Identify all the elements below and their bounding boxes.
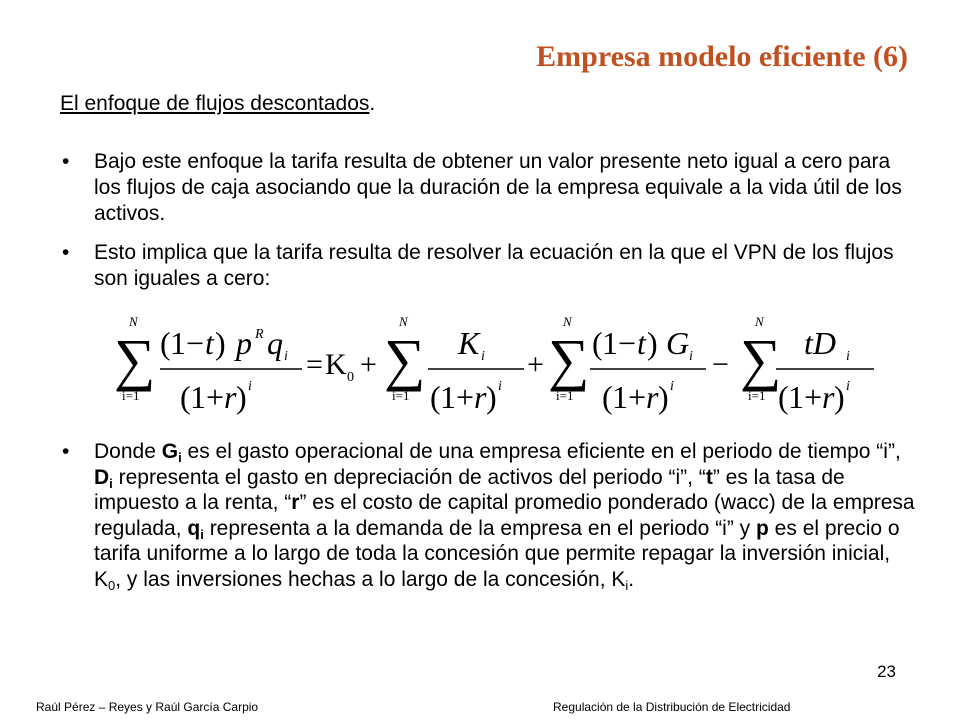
svg-text:−: −	[618, 325, 637, 361]
svg-text:(: (	[180, 379, 191, 415]
minus-sign: −	[712, 348, 729, 381]
svg-text:): )	[834, 379, 845, 415]
svg-text:(: (	[592, 325, 603, 361]
svg-text:p: p	[236, 325, 252, 361]
sum-upper-limit: N	[129, 314, 138, 329]
term3-denominator	[602, 379, 669, 415]
sum-lower-limit: i=1	[122, 388, 140, 403]
d-subscript: i	[846, 349, 850, 364]
svg-text:1+: 1+	[612, 379, 647, 415]
symbol-t: t	[705, 465, 713, 489]
subtitle-text: El enfoque de flujos descontados	[60, 92, 370, 115]
price-superscript: R	[255, 327, 264, 342]
k-subscript: i	[481, 349, 485, 364]
bullet-3-text: Donde $G_i$ es el gasto operacional de una empresa eficiente en el periodo de tiempo “i”, $D_i$ representa el gasto en depreciación de activos del periodo “i”, “t” es la tasa de impuesto a la renta, “r” es el costo de capital promedio ponderado (wacc) de la empresa regulada, $q_i$ representa a la demanda de la empresa en el periodo “i” y p es el precio o tarifa uniforme a lo largo de toda la concesión que permite repagar la inversión inicial, $K_0$, y las inversiones hechas a lo largo de la concesión, $K_i$.	[94, 440, 915, 593]
svg-text:r: r	[224, 379, 237, 415]
slide-title: Empresa modelo eficiente (6)	[536, 40, 908, 73]
svg-text:r: r	[646, 379, 659, 415]
exponent-i: i	[846, 379, 850, 394]
term2-denominator	[430, 379, 497, 415]
sum-upper-limit: N	[563, 314, 572, 329]
svg-text:): )	[486, 379, 497, 415]
summation-icon: ∑	[740, 327, 782, 392]
npv-equation	[112, 312, 882, 416]
sum-lower-limit: i=1	[392, 388, 410, 403]
q-subscript: i	[284, 349, 288, 364]
symbol-q: q	[187, 516, 201, 540]
symbol-r: r	[291, 491, 300, 515]
svg-text:r: r	[822, 379, 835, 415]
sum-upper-limit: N	[755, 314, 764, 329]
bullet-marker: •	[62, 150, 70, 173]
exponent-i: i	[248, 379, 252, 394]
svg-text:): )	[647, 325, 658, 361]
k-zero-subscript: 0	[347, 370, 354, 385]
term3-numerator	[592, 325, 689, 361]
svg-text:1: 1	[170, 325, 186, 361]
svg-text:(: (	[430, 379, 441, 415]
summation-icon: ∑	[384, 327, 426, 392]
svg-text:): )	[658, 379, 669, 415]
svg-text:): )	[236, 379, 247, 415]
bullet-3	[62, 439, 922, 593]
term1-numerator	[160, 325, 283, 361]
symbol-d: D	[94, 465, 110, 489]
subtitle-period: .	[369, 92, 376, 115]
k-zero: K	[325, 348, 347, 381]
svg-text:−: −	[186, 325, 205, 361]
svg-text:1+: 1+	[788, 379, 823, 415]
bullet-marker: •	[62, 440, 70, 463]
summation-icon: ∑	[114, 327, 156, 392]
footer-course: Regulación de la Distribución de Electricidad	[553, 700, 791, 714]
bullet-1	[62, 149, 922, 227]
exponent-i: i	[498, 379, 502, 394]
svg-text:t: t	[205, 325, 214, 361]
svg-text:1+: 1+	[190, 379, 225, 415]
summation-icon: ∑	[548, 327, 590, 392]
g-subscript: i	[689, 349, 693, 364]
sum-upper-limit: N	[399, 314, 408, 329]
bullet-2-text: Esto implica que la tarifa resulta de resolver la ecuación en la que el VPN de los flujos son iguales a cero:	[94, 241, 894, 290]
sum-lower-limit: i=1	[556, 388, 574, 403]
exponent-i: i	[670, 379, 674, 394]
footer-authors: Raúl Pérez – Reyes y Raúl García Carpio	[36, 700, 259, 714]
term1-denominator	[180, 379, 247, 415]
svg-text:1: 1	[602, 325, 618, 361]
svg-text:(: (	[160, 325, 171, 361]
sum-lower-limit: i=1	[748, 388, 766, 403]
bullet-marker: •	[62, 241, 70, 264]
svg-text:G: G	[666, 325, 690, 361]
page-number: 23	[877, 662, 896, 681]
svg-text:q: q	[267, 325, 283, 361]
plus-sign: +	[360, 348, 377, 381]
term4-denominator	[778, 379, 845, 415]
tax-depreciation: tD	[804, 325, 836, 361]
investment-k: K	[458, 325, 480, 361]
svg-text:(: (	[602, 379, 613, 415]
svg-text:r: r	[474, 379, 487, 415]
equals-sign: =	[306, 348, 323, 381]
svg-text:1+: 1+	[440, 379, 475, 415]
svg-text:): )	[215, 325, 226, 361]
bullet-1-text: Bajo este enfoque la tarifa resulta de obtener un valor presente neto igual a cero para los flujos de caja asociando que la duración de la empresa equivale a la vida útil de los activos.	[94, 150, 902, 225]
slide-subtitle	[60, 92, 375, 116]
bullet-2	[62, 240, 922, 292]
svg-text:t: t	[637, 325, 646, 361]
symbol-g: G	[161, 440, 179, 463]
symbol-p: p	[756, 516, 769, 540]
plus-sign: +	[527, 348, 544, 381]
svg-text:(: (	[778, 379, 789, 415]
